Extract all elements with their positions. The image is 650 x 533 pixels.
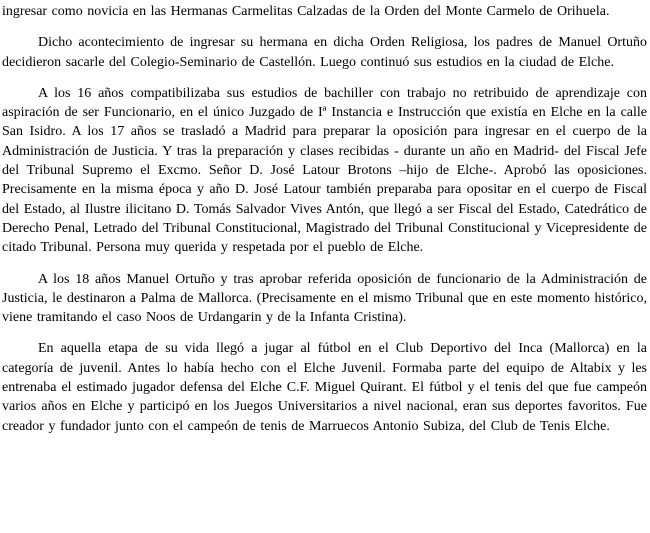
paragraph-16-anos-oposiciones: A los 16 años compatibilizaba sus estudios de bachiller con trabajo no retribuido de aprendizaje con aspiración de ser Funcionario, en el único Juzgado de Iª Instancia e Instrucción que existía en Elche en la calle San Isidro. A los 17 años se trasladó a Madrid para preparar la oposición para ingresar en el cuerpo de la Administración de Justicia. Y tras la preparación y clases recibidas - durante un año en Madrid- del Fiscal Jefe del Tribunal Supremo el Excmo. Señor D. José Latour Brotons –hijo de Elche-. Aprobó las oposiciones. Precisamente en la misma época y año D. José Latour también preparaba para opositar en el cuerpo de Fiscal del Estado, al Ilustre ilicitano D. Tomás Salvador Vives Antón, que llegó a ser Fiscal del Estado, Catedrático de Derecho Penal, Letrado del Tribunal Constitucional, Magistrado del Tribunal Constitucional y Vicepresidente de citado Tribunal. Persona muy querida y respetada por el pueblo de Elche.: [2, 85, 647, 256]
paragraph-continuation-orihuela: ingresar como novicia en las Hermanas Carmelitas Calzadas de la Orden del Monte Carmelo de Orihuela.: [2, 4, 610, 19]
paragraph-futbol-tenis: En aquella etapa de su vida llegó a jugar al fútbol en el Club Deportivo del Inca (Mallorca) en la categoría de juvenil. Antes lo había hecho con el Elche Juvenil. Formaba parte del equipo de Altabix y les entrenaba el estimado jugador defensa del Elche C.F. Miguel Quirant. El fútbol y el tenis del que fue campeón varios años en Elche y participó en los Juegos Universitarios a nivel nacional, eran sus deportes favoritos. Fue creador y fundador junto con el campeón de tenis de Marruecos Antonio Subiza, del Club de Tenis Elche.: [2, 341, 647, 434]
paragraph-18-anos-mallorca: A los 18 años Manuel Ortuño y tras aprobar referida oposición de funcionario de la Administración de Justicia, le destinaron a Palma de Mallorca. (Precisamente en el mismo Tribunal que en este momento histórico, viene tramitando el caso Noos de Urdangarin y de la Infanta Cristina).: [2, 271, 647, 326]
paragraph-orden-religiosa: Dicho acontecimiento de ingresar su hermana en dicha Orden Religiosa, los padres de Manuel Ortuño decidieron sacarle del Colegio-Seminario de Castellón. Luego continuó sus estudios en la ciudad de Elche.: [2, 35, 647, 70]
